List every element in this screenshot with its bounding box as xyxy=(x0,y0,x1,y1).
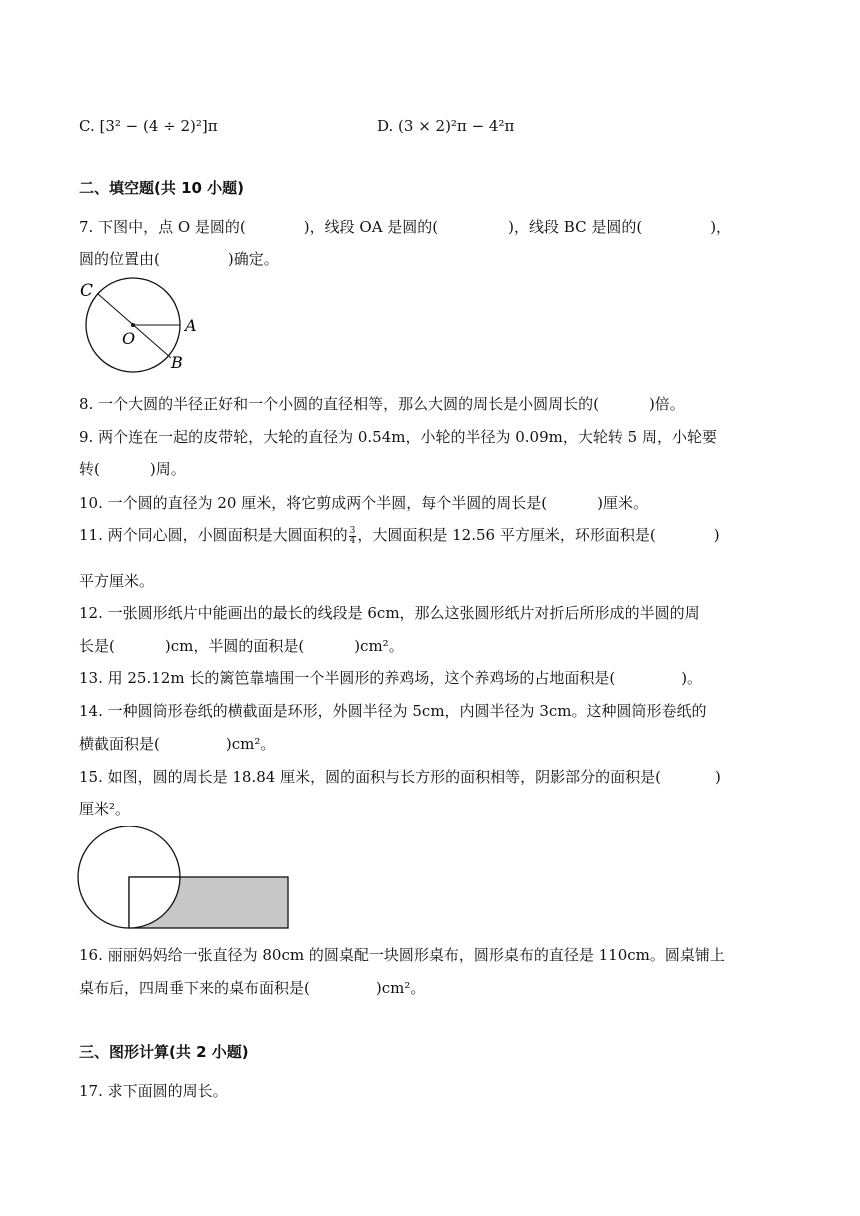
q7-text-e: 圆的位置由( xyxy=(79,250,160,268)
label-a: A xyxy=(185,316,197,335)
q8-text-b: )倍。 xyxy=(648,395,685,413)
label-c: C xyxy=(80,281,94,301)
q7-text-d: )， xyxy=(710,218,732,236)
option-d: D. (3 × 2)²π − 4²π xyxy=(377,117,515,135)
section-3-title: 三、图形计算(共 2 小题) xyxy=(79,1043,249,1061)
question-11-line-1 xyxy=(79,525,720,546)
q12-text-c: )cm²。 xyxy=(354,637,404,655)
question-12-line-1: 12. 一张圆形纸片中能画出的最长的线段是 6cm，那么这张圆形纸片对折后所形成的半圆的周 xyxy=(79,604,700,622)
question-14-line-2 xyxy=(79,734,275,754)
question-10 xyxy=(79,493,648,513)
q9-text-b: )周。 xyxy=(149,460,186,478)
label-b: B xyxy=(171,353,183,372)
question-9-line-2 xyxy=(79,459,186,479)
label-o: O xyxy=(122,329,136,348)
q7-text-f: )确定。 xyxy=(227,250,279,268)
question-15-line-1 xyxy=(79,767,721,787)
fraction-three-quarters xyxy=(349,527,357,546)
question-8 xyxy=(79,394,685,414)
q11-text-a: 11. 两个同心圆，小圆面积是大圆面积的 xyxy=(79,526,348,544)
question-14-line-1: 14. 一种圆筒形卷纸的横截面是环形，外圆半径为 5cm，内圆半径为 3cm。这种圆筒形卷纸的 xyxy=(79,702,707,720)
question-7-line-2 xyxy=(79,249,279,269)
question-15-line-2: 厘米²。 xyxy=(79,800,131,818)
q14-text-b: )cm²。 xyxy=(225,735,276,753)
q7-text-c: )，线段 BC 是圆的( xyxy=(508,218,643,236)
q13-text-b: )。 xyxy=(681,669,703,687)
question-11-line-2: 平方厘米。 xyxy=(79,572,155,590)
q15-text-a: 15. 如图，圆的周长是 18.84 厘米，圆的面积与长方形的面积相等，阴影部分的面积是( xyxy=(79,768,661,786)
q16-text-a: 桌布后，四周垂下来的桌布面积是( xyxy=(79,979,310,997)
q10-text-b: )厘米。 xyxy=(597,494,648,512)
question-7-line-1 xyxy=(79,217,731,237)
q15-circle-rectangle-figure xyxy=(76,826,292,930)
question-13 xyxy=(79,668,702,688)
question-12-line-2 xyxy=(79,636,404,656)
q7-circle-figure xyxy=(74,276,214,376)
q11-text-c: ) xyxy=(713,526,720,544)
question-16-line-1: 16. 丽丽妈妈给一张直径为 80cm 的圆桌配一块圆形桌布，圆形桌布的直径是 110cm。圆桌铺上 xyxy=(79,946,725,964)
q12-text-b: )cm，半圆的面积是( xyxy=(164,637,305,655)
q16-text-b: )cm²。 xyxy=(375,979,426,997)
q9-text-a: 转( xyxy=(79,460,100,478)
q14-text-a: 横截面积是( xyxy=(79,735,160,753)
section-2-title: 二、填空题(共 10 小题) xyxy=(79,179,245,197)
q11-text-b: ，大圆面积是 12.56 平方厘米，环形面积是( xyxy=(357,526,656,544)
q7-text-a: 7. 下图中，点 O 是圆的( xyxy=(79,218,246,236)
option-c: C. [3² − (4 ÷ 2)²]π xyxy=(79,117,218,135)
q15-text-b: ) xyxy=(714,768,721,786)
fraction-numerator: 3 xyxy=(349,525,356,536)
question-9-line-1: 9. 两个连在一起的皮带轮，大轮的直径为 0.54m，小轮的半径为 0.09m，大轮转 5 周，小轮要 xyxy=(79,428,717,446)
q12-text-a: 长是( xyxy=(79,637,115,655)
q10-text-a: 10. 一个圆的直径为 20 厘米，将它剪成两个半圆，每个半圆的周长是( xyxy=(79,494,548,512)
q7-text-b: )，线段 OA 是圆的( xyxy=(303,218,439,236)
q13-text-a: 13. 用 25.12m 长的篱笆靠墙围一个半圆形的养鸡场，这个养鸡场的占地面积是( xyxy=(79,669,616,687)
center-point xyxy=(131,323,135,327)
question-17: 17. 求下面圆的周长。 xyxy=(79,1082,228,1100)
q8-text-a: 8. 一个大圆的半径正好和一个小圆的直径相等，那么大圆的周长是小圆周长的( xyxy=(79,395,599,413)
question-16-line-2 xyxy=(79,978,425,998)
fraction-denominator: 4 xyxy=(349,535,356,546)
